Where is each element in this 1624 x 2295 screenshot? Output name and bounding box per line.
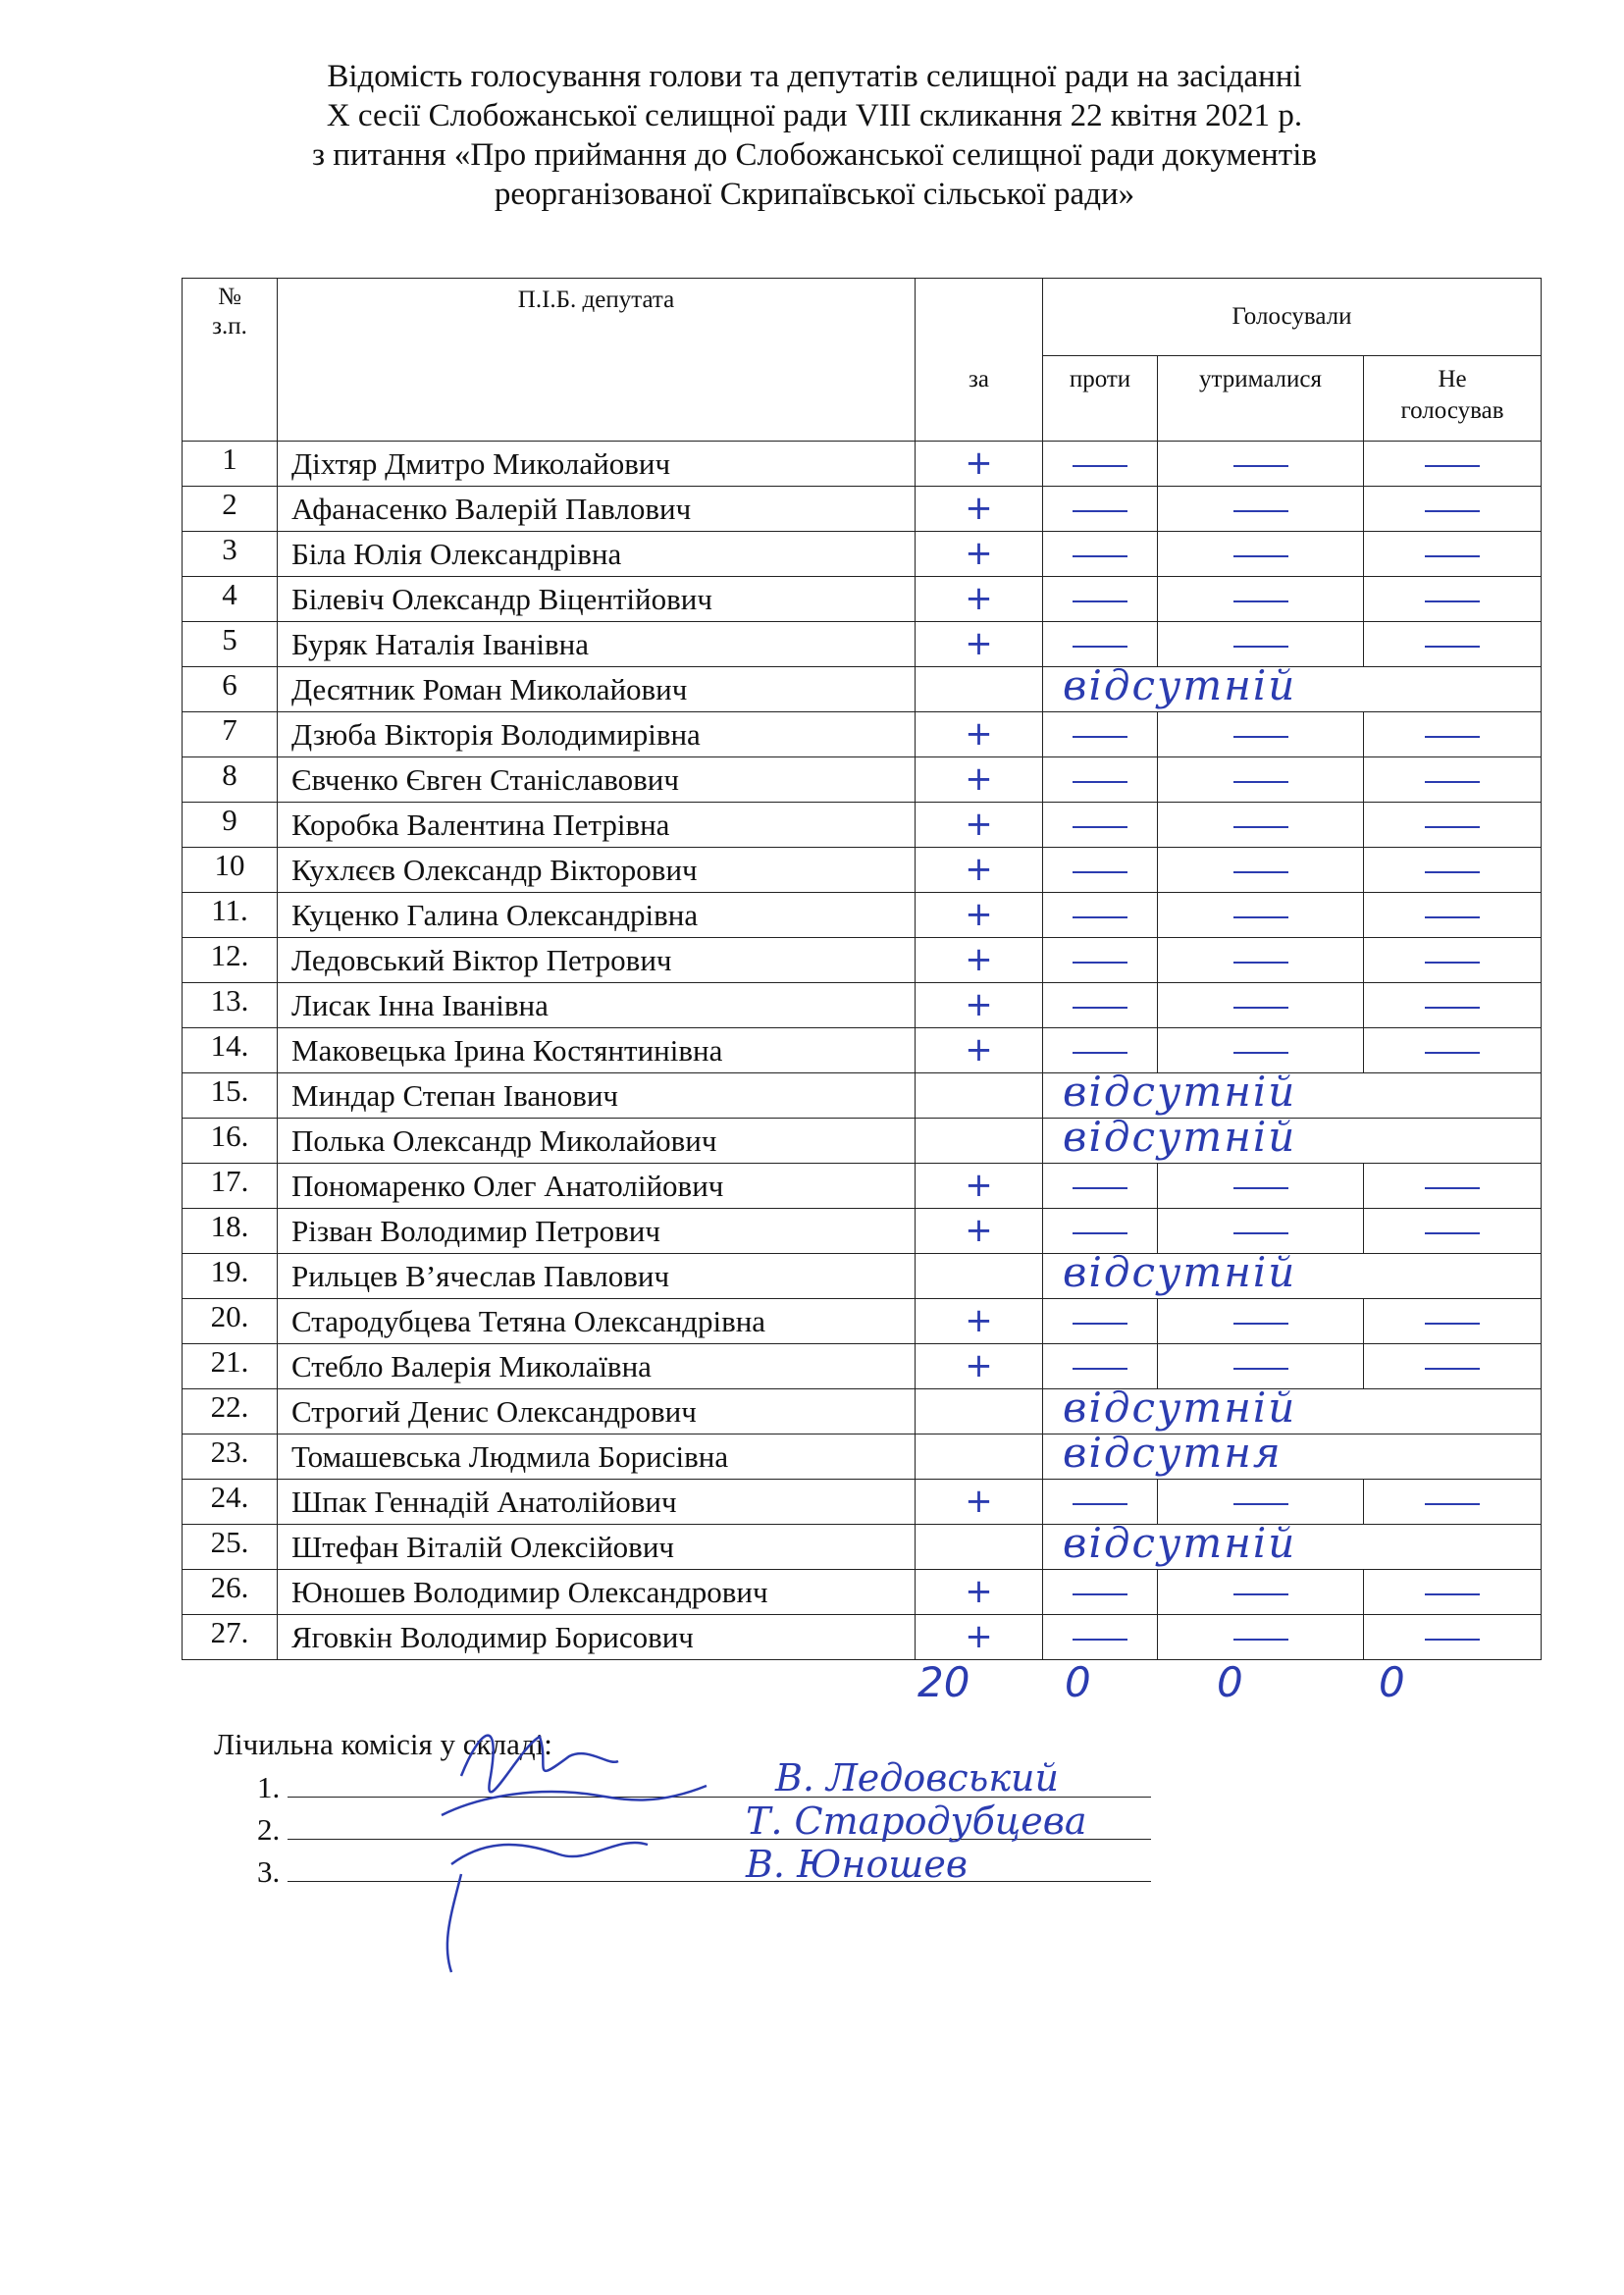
header-against: проти bbox=[1043, 356, 1158, 442]
row-number: 16. bbox=[183, 1119, 278, 1164]
row-number: 4 bbox=[183, 577, 278, 622]
vote-against-cell bbox=[1043, 442, 1158, 487]
vote-against-cell bbox=[1043, 487, 1158, 532]
vote-novote-cell bbox=[1364, 983, 1542, 1028]
table-row bbox=[183, 712, 1542, 757]
vote-for-cell bbox=[916, 1615, 1043, 1660]
plus-mark: + bbox=[965, 758, 993, 799]
total-against: 0 bbox=[1065, 1658, 1091, 1706]
deputy-name: Томашевська Людмила Борисівна bbox=[278, 1434, 916, 1480]
vote-abstain-cell bbox=[1158, 1344, 1364, 1389]
deputy-name: Кухлєєв Олександр Вікторович bbox=[278, 848, 916, 893]
dash-mark bbox=[1233, 1639, 1288, 1641]
table-row bbox=[183, 938, 1542, 983]
vote-against-cell bbox=[1043, 1480, 1158, 1525]
vote-for-cell bbox=[916, 1164, 1043, 1209]
vote-novote-cell bbox=[1364, 1164, 1542, 1209]
vote-novote-cell bbox=[1364, 1570, 1542, 1615]
table-row bbox=[183, 1480, 1542, 1525]
vote-novote-cell bbox=[1364, 938, 1542, 983]
dash-mark bbox=[1073, 1593, 1127, 1595]
plus-mark: + bbox=[965, 1481, 993, 1521]
dash-mark bbox=[1425, 1368, 1480, 1370]
vote-abstain-cell bbox=[1158, 622, 1364, 667]
vote-for-cell bbox=[916, 938, 1043, 983]
vote-for-cell bbox=[916, 532, 1043, 577]
header-novote: Не голосував bbox=[1364, 356, 1542, 442]
deputy-name: Юношев Володимир Олександрович bbox=[278, 1570, 916, 1615]
dash-mark bbox=[1425, 826, 1480, 828]
vote-abstain-cell bbox=[1158, 487, 1364, 532]
vote-for-cell bbox=[916, 983, 1043, 1028]
dash-mark bbox=[1073, 600, 1127, 602]
dash-mark bbox=[1233, 1052, 1288, 1054]
dash-mark bbox=[1233, 1007, 1288, 1009]
vote-abstain-cell bbox=[1158, 983, 1364, 1028]
dash-mark bbox=[1073, 826, 1127, 828]
vote-novote-cell bbox=[1364, 848, 1542, 893]
plus-mark: + bbox=[965, 578, 993, 618]
plus-mark: + bbox=[965, 1616, 993, 1656]
vote-against-cell bbox=[1043, 1615, 1158, 1660]
vote-for-cell bbox=[916, 848, 1043, 893]
title-line-4: реорганізованої Скрипаївської сільської ради» bbox=[494, 177, 1135, 212]
vote-abstain-cell bbox=[1158, 442, 1364, 487]
deputy-name: Шпак Геннадій Анатолійович bbox=[278, 1480, 916, 1525]
dash-mark bbox=[1073, 510, 1127, 512]
dash-mark bbox=[1233, 1323, 1288, 1325]
dash-mark bbox=[1073, 1639, 1127, 1641]
row-number: 9 bbox=[183, 803, 278, 848]
vote-abstain-cell bbox=[1158, 1570, 1364, 1615]
vote-for-cell bbox=[916, 1073, 1043, 1119]
vote-against-cell bbox=[1043, 1209, 1158, 1254]
row-number: 12. bbox=[183, 938, 278, 983]
vote-for-cell bbox=[916, 1254, 1043, 1299]
handwritten-signatures bbox=[422, 1688, 716, 1982]
dash-mark bbox=[1425, 916, 1480, 918]
vote-for-cell bbox=[916, 757, 1043, 803]
row-number: 11. bbox=[183, 893, 278, 938]
vote-abstain-cell bbox=[1158, 1164, 1364, 1209]
dash-mark bbox=[1425, 962, 1480, 964]
vote-novote-cell bbox=[1364, 893, 1542, 938]
deputy-name: Строгий Денис Олександрович bbox=[278, 1389, 916, 1434]
vote-against-cell bbox=[1043, 712, 1158, 757]
dash-mark bbox=[1425, 781, 1480, 783]
dash-mark bbox=[1425, 1503, 1480, 1505]
table-row bbox=[183, 487, 1542, 532]
vote-abstain-cell bbox=[1158, 1299, 1364, 1344]
plus-mark: + bbox=[965, 1210, 993, 1250]
plus-mark: + bbox=[965, 984, 993, 1024]
dash-mark bbox=[1425, 555, 1480, 557]
vote-against-cell bbox=[1043, 1344, 1158, 1389]
table-row bbox=[183, 1299, 1542, 1344]
vote-abstain-cell bbox=[1158, 1209, 1364, 1254]
row-number: 13. bbox=[183, 983, 278, 1028]
signature-name-1: В. Ледовський bbox=[775, 1756, 1059, 1799]
vote-for-cell bbox=[916, 1299, 1043, 1344]
deputy-name: Штефан Віталій Олексійович bbox=[278, 1525, 916, 1570]
signature-line bbox=[288, 1881, 1151, 1882]
title-line-2: Х сесії Слобожанської селищної ради VIII скликання 22 квітня 2021 р. bbox=[326, 98, 1303, 133]
vote-abstain-cell bbox=[1158, 1480, 1364, 1525]
absent-note: відсутній bbox=[1063, 1068, 1297, 1116]
vote-novote-cell bbox=[1364, 1480, 1542, 1525]
vote-for-cell bbox=[916, 1344, 1043, 1389]
vote-against-cell bbox=[1043, 938, 1158, 983]
vote-abstain-cell bbox=[1158, 893, 1364, 938]
plus-mark: + bbox=[965, 443, 993, 483]
deputy-name: Рильцев В’ячеслав Павлович bbox=[278, 1254, 916, 1299]
dash-mark bbox=[1233, 646, 1288, 648]
dash-mark bbox=[1425, 510, 1480, 512]
vote-for-cell bbox=[916, 1525, 1043, 1570]
dash-mark bbox=[1233, 510, 1288, 512]
vote-for-cell bbox=[916, 803, 1043, 848]
dash-mark bbox=[1233, 1232, 1288, 1234]
deputy-name: Коробка Валентина Петрівна bbox=[278, 803, 916, 848]
header-blank bbox=[916, 279, 1043, 356]
plus-mark: + bbox=[965, 849, 993, 889]
plus-mark: + bbox=[965, 1165, 993, 1205]
absent-note: відсутній bbox=[1063, 1519, 1297, 1567]
table-row bbox=[183, 622, 1542, 667]
row-number: 17. bbox=[183, 1164, 278, 1209]
table-row bbox=[183, 1254, 1542, 1299]
title-line-3: з питання «Про приймання до Слобожанської селищної ради документів bbox=[312, 137, 1317, 173]
vote-against-cell bbox=[1043, 983, 1158, 1028]
deputy-name: Лисак Інна Іванівна bbox=[278, 983, 916, 1028]
table-row bbox=[183, 1028, 1542, 1073]
row-number: 7 bbox=[183, 712, 278, 757]
deputy-name: Стародубцева Тетяна Олександрівна bbox=[278, 1299, 916, 1344]
vote-novote-cell bbox=[1364, 757, 1542, 803]
row-number: 21. bbox=[183, 1344, 278, 1389]
dash-mark bbox=[1425, 1007, 1480, 1009]
vote-for-cell bbox=[916, 1209, 1043, 1254]
table-row bbox=[183, 848, 1542, 893]
absent-note: відсутній bbox=[1063, 1383, 1297, 1432]
vote-for-cell bbox=[916, 1389, 1043, 1434]
row-number: 10 bbox=[183, 848, 278, 893]
vote-against-cell bbox=[1043, 577, 1158, 622]
plus-mark: + bbox=[965, 1029, 993, 1069]
dash-mark bbox=[1233, 1593, 1288, 1595]
table-row bbox=[183, 1344, 1542, 1389]
header-for: за bbox=[916, 356, 1043, 442]
table-row bbox=[183, 1615, 1542, 1660]
dash-mark bbox=[1073, 871, 1127, 873]
absent-cell bbox=[1043, 661, 1542, 712]
vote-novote-cell bbox=[1364, 1299, 1542, 1344]
vote-abstain-cell bbox=[1158, 1028, 1364, 1073]
vote-novote-cell bbox=[1364, 1615, 1542, 1660]
dash-mark bbox=[1073, 1187, 1127, 1189]
deputy-name: Різван Володимир Петрович bbox=[278, 1209, 916, 1254]
dash-mark bbox=[1073, 1503, 1127, 1505]
dash-mark bbox=[1425, 1232, 1480, 1234]
vote-for-cell bbox=[916, 442, 1043, 487]
header-name: П.І.Б. депутата bbox=[278, 279, 916, 442]
voting-table bbox=[182, 278, 1542, 1660]
deputy-name: Стебло Валерія Миколаївна bbox=[278, 1344, 916, 1389]
vote-abstain-cell bbox=[1158, 848, 1364, 893]
dash-mark bbox=[1073, 555, 1127, 557]
vote-against-cell bbox=[1043, 1028, 1158, 1073]
plus-mark: + bbox=[965, 939, 993, 979]
dash-mark bbox=[1073, 1007, 1127, 1009]
deputy-name: Ледовський Віктор Петрович bbox=[278, 938, 916, 983]
deputy-name: Євченко Євген Станіславович bbox=[278, 757, 916, 803]
plus-mark: + bbox=[965, 804, 993, 844]
table-row bbox=[183, 893, 1542, 938]
vote-for-cell bbox=[916, 577, 1043, 622]
table-row bbox=[183, 577, 1542, 622]
dash-mark bbox=[1425, 736, 1480, 738]
dash-mark bbox=[1425, 1187, 1480, 1189]
dash-mark bbox=[1233, 826, 1288, 828]
vote-for-cell bbox=[916, 487, 1043, 532]
vote-against-cell bbox=[1043, 532, 1158, 577]
absent-cell bbox=[1043, 1519, 1542, 1570]
row-number: 8 bbox=[183, 757, 278, 803]
dash-mark bbox=[1425, 1639, 1480, 1641]
dash-mark bbox=[1233, 962, 1288, 964]
vote-novote-cell bbox=[1364, 487, 1542, 532]
header-abstain: утрималися bbox=[1158, 356, 1364, 442]
absent-cell bbox=[1043, 1383, 1542, 1434]
row-number: 14. bbox=[183, 1028, 278, 1073]
vote-abstain-cell bbox=[1158, 712, 1364, 757]
plus-mark: + bbox=[965, 1571, 993, 1611]
dash-mark bbox=[1233, 555, 1288, 557]
header-number: № з.п. bbox=[183, 279, 278, 442]
dash-mark bbox=[1073, 781, 1127, 783]
vote-novote-cell bbox=[1364, 712, 1542, 757]
row-number: 26. bbox=[183, 1570, 278, 1615]
vote-novote-cell bbox=[1364, 442, 1542, 487]
vote-against-cell bbox=[1043, 803, 1158, 848]
dash-mark bbox=[1425, 1323, 1480, 1325]
vote-abstain-cell bbox=[1158, 803, 1364, 848]
dash-mark bbox=[1233, 465, 1288, 467]
signature-name-2: Т. Стародубцева bbox=[746, 1799, 1087, 1843]
title-line-1: Відомість голосування голови та депутатів селищної ради на засіданні bbox=[327, 59, 1302, 94]
row-number: 23. bbox=[183, 1434, 278, 1480]
total-for: 20 bbox=[917, 1658, 970, 1706]
row-number: 6 bbox=[183, 667, 278, 712]
vote-for-cell bbox=[916, 1480, 1043, 1525]
deputy-name: Миндар Степан Іванович bbox=[278, 1073, 916, 1119]
plus-mark: + bbox=[965, 713, 993, 754]
absent-note: відсутній bbox=[1063, 1113, 1297, 1161]
total-novote: 0 bbox=[1379, 1658, 1405, 1706]
deputy-name: Маковецька Ірина Костянтинівна bbox=[278, 1028, 916, 1073]
table-row bbox=[183, 1209, 1542, 1254]
dash-mark bbox=[1073, 736, 1127, 738]
vote-for-cell bbox=[916, 622, 1043, 667]
dash-mark bbox=[1233, 600, 1288, 602]
table-row bbox=[183, 1434, 1542, 1480]
dash-mark bbox=[1233, 916, 1288, 918]
vote-against-cell bbox=[1043, 893, 1158, 938]
dash-mark bbox=[1073, 1052, 1127, 1054]
row-number: 19. bbox=[183, 1254, 278, 1299]
vote-against-cell bbox=[1043, 757, 1158, 803]
table-row bbox=[183, 757, 1542, 803]
vote-novote-cell bbox=[1364, 1209, 1542, 1254]
dash-mark bbox=[1425, 1593, 1480, 1595]
table-row bbox=[183, 1073, 1542, 1119]
dash-mark bbox=[1233, 781, 1288, 783]
dash-mark bbox=[1425, 600, 1480, 602]
absent-note: відсутня bbox=[1063, 1429, 1283, 1477]
dash-mark bbox=[1425, 1052, 1480, 1054]
dash-mark bbox=[1073, 465, 1127, 467]
dash-mark bbox=[1073, 916, 1127, 918]
absent-note: відсутній bbox=[1063, 661, 1297, 709]
vote-for-cell bbox=[916, 1119, 1043, 1164]
vote-novote-cell bbox=[1364, 1028, 1542, 1073]
total-abstain: 0 bbox=[1217, 1658, 1243, 1706]
signature-name-3: В. Юношев bbox=[746, 1843, 968, 1886]
dash-mark bbox=[1073, 646, 1127, 648]
vote-novote-cell bbox=[1364, 532, 1542, 577]
dash-mark bbox=[1233, 1368, 1288, 1370]
vote-for-cell bbox=[916, 1028, 1043, 1073]
vote-novote-cell bbox=[1364, 803, 1542, 848]
row-number: 22. bbox=[183, 1389, 278, 1434]
dash-mark bbox=[1233, 1503, 1288, 1505]
deputy-name: Пономаренко Олег Анатолійович bbox=[278, 1164, 916, 1209]
vote-abstain-cell bbox=[1158, 938, 1364, 983]
row-number: 24. bbox=[183, 1480, 278, 1525]
row-number: 2 bbox=[183, 487, 278, 532]
row-number: 25. bbox=[183, 1525, 278, 1570]
table-row bbox=[183, 1525, 1542, 1570]
row-number: 18. bbox=[183, 1209, 278, 1254]
row-number: 3 bbox=[183, 532, 278, 577]
table-row bbox=[183, 667, 1542, 712]
deputy-name: Діхтяр Дмитро Миколайович bbox=[278, 442, 916, 487]
plus-mark: + bbox=[965, 1300, 993, 1340]
absent-cell bbox=[1043, 1429, 1542, 1480]
vote-abstain-cell bbox=[1158, 532, 1364, 577]
vote-against-cell bbox=[1043, 1299, 1158, 1344]
table-row bbox=[183, 983, 1542, 1028]
commission-number: 1. bbox=[257, 1770, 281, 1804]
deputy-name: Куценко Галина Олександрівна bbox=[278, 893, 916, 938]
vote-for-cell bbox=[916, 1570, 1043, 1615]
vote-novote-cell bbox=[1364, 577, 1542, 622]
vote-for-cell bbox=[916, 712, 1043, 757]
commission-number: 2. bbox=[257, 1812, 281, 1847]
row-number: 15. bbox=[183, 1073, 278, 1119]
dash-mark bbox=[1073, 1323, 1127, 1325]
plus-mark: + bbox=[965, 533, 993, 573]
vote-novote-cell bbox=[1364, 1344, 1542, 1389]
row-number: 5 bbox=[183, 622, 278, 667]
deputy-name: Білевіч Олександр Віцентійович bbox=[278, 577, 916, 622]
absent-cell bbox=[1043, 1068, 1542, 1119]
vote-against-cell bbox=[1043, 622, 1158, 667]
table-row bbox=[183, 1389, 1542, 1434]
deputy-name: Десятник Роман Миколайович bbox=[278, 667, 916, 712]
dash-mark bbox=[1425, 871, 1480, 873]
plus-mark: + bbox=[965, 1345, 993, 1385]
deputy-name: Дзюба Вікторія Володимирівна bbox=[278, 712, 916, 757]
vote-for-cell bbox=[916, 667, 1043, 712]
vote-against-cell bbox=[1043, 1164, 1158, 1209]
plus-mark: + bbox=[965, 623, 993, 663]
deputy-name: Біла Юлія Олександрівна bbox=[278, 532, 916, 577]
row-number: 1 bbox=[183, 442, 278, 487]
table-row bbox=[183, 1164, 1542, 1209]
vote-abstain-cell bbox=[1158, 577, 1364, 622]
row-number: 27. bbox=[183, 1615, 278, 1660]
dash-mark bbox=[1233, 1187, 1288, 1189]
plus-mark: + bbox=[965, 894, 993, 934]
table-row bbox=[183, 1119, 1542, 1164]
document-title bbox=[157, 57, 1472, 214]
vote-for-cell bbox=[916, 893, 1043, 938]
absent-note: відсутній bbox=[1063, 1248, 1297, 1296]
vote-against-cell bbox=[1043, 1570, 1158, 1615]
deputy-name: Афанасенко Валерій Павлович bbox=[278, 487, 916, 532]
dash-mark bbox=[1073, 962, 1127, 964]
vote-against-cell bbox=[1043, 848, 1158, 893]
table-row bbox=[183, 532, 1542, 577]
table-row bbox=[183, 442, 1542, 487]
commission-label: Лічильна комісія у складі: bbox=[214, 1727, 552, 1761]
plus-mark: + bbox=[965, 488, 993, 528]
dash-mark bbox=[1073, 1368, 1127, 1370]
deputy-name: Буряк Наталія Іванівна bbox=[278, 622, 916, 667]
dash-mark bbox=[1425, 646, 1480, 648]
deputy-name: Полька Олександр Миколайович bbox=[278, 1119, 916, 1164]
header-voted: Голосували bbox=[1043, 279, 1542, 356]
dash-mark bbox=[1073, 1232, 1127, 1234]
deputy-name: Яговкін Володимир Борисович bbox=[278, 1615, 916, 1660]
dash-mark bbox=[1233, 871, 1288, 873]
table-row bbox=[183, 803, 1542, 848]
absent-cell bbox=[1043, 1248, 1542, 1299]
row-number: 20. bbox=[183, 1299, 278, 1344]
vote-novote-cell bbox=[1364, 622, 1542, 667]
absent-cell bbox=[1043, 1113, 1542, 1164]
commission-number: 3. bbox=[257, 1854, 281, 1889]
table-row bbox=[183, 1570, 1542, 1615]
vote-abstain-cell bbox=[1158, 757, 1364, 803]
dash-mark bbox=[1425, 465, 1480, 467]
vote-abstain-cell bbox=[1158, 1615, 1364, 1660]
vote-for-cell bbox=[916, 1434, 1043, 1480]
dash-mark bbox=[1233, 736, 1288, 738]
